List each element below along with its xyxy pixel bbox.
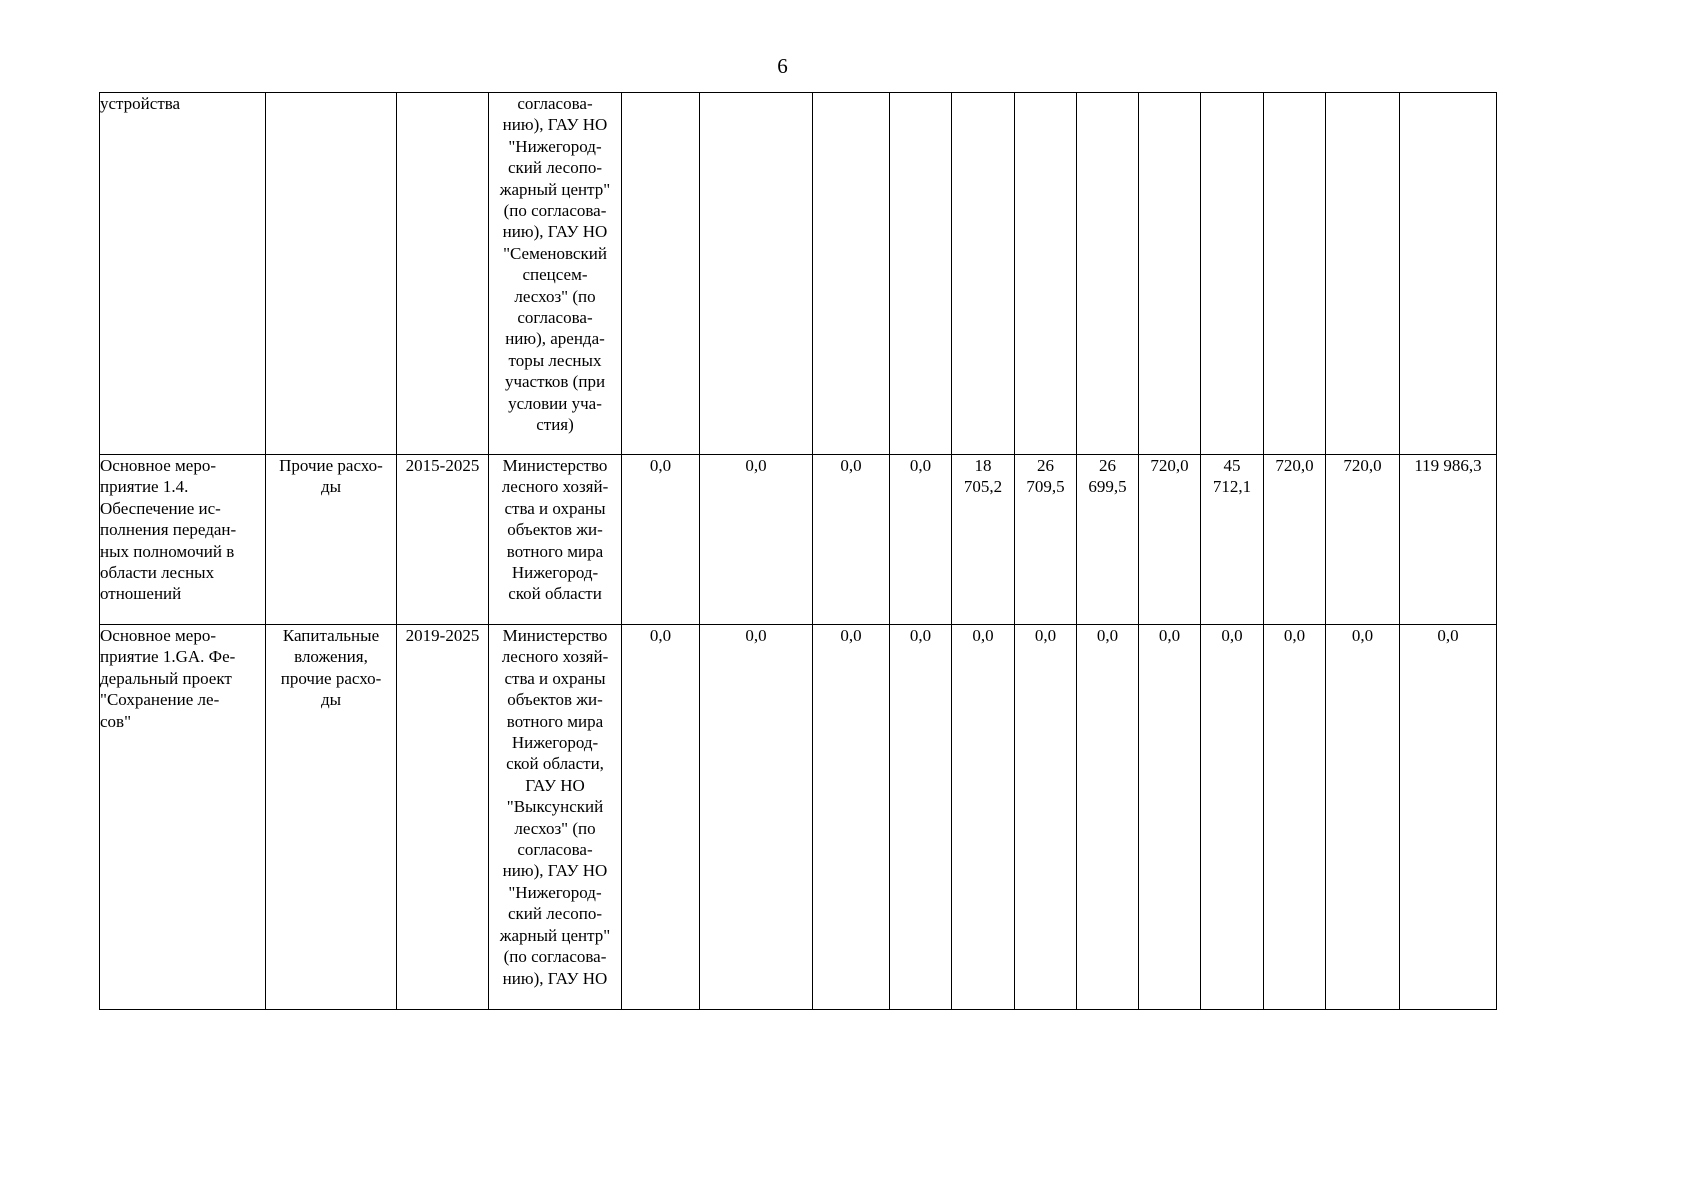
expense-type-cell [266, 455, 397, 625]
value-cell [1015, 93, 1077, 455]
value-cell [700, 625, 813, 1010]
value-text: 0,0 [1158, 626, 1181, 645]
value-cell [813, 455, 890, 625]
value-text: 18 705,2 [963, 456, 1003, 497]
value-text: 0,0 [1437, 626, 1459, 645]
value-text: 0,0 [1221, 626, 1243, 645]
executor-cell [489, 455, 622, 625]
value-cell [1139, 93, 1201, 455]
value-text: 720,0 [1343, 456, 1382, 475]
event-name-text: Основное меро- приятие 1.GA. Фе- деральный проект "Сохранение ле- сов" [100, 626, 236, 731]
event-name-cell [100, 93, 266, 455]
expense-type-text: Капитальные вложения, прочие расхо- ды [280, 626, 382, 710]
expense-type-cell [266, 625, 397, 1010]
period-cell [397, 625, 489, 1010]
value-cell [700, 93, 813, 455]
executor-text: согласова- нию), ГАУ НО "Нижегород- ский лесопо- жарный центр" (по согласова- нию), ГАУ НО "Семеновский спецсем- лесхоз" (по согласова- нию), аренда- торы лесных участков (при условии уча- стия) [499, 94, 611, 435]
value-text: 0,0 [745, 456, 767, 475]
value-text: 0,0 [649, 626, 672, 645]
value-text: 0,0 [840, 626, 862, 645]
event-name-text: устройства [100, 94, 181, 113]
value-cell [1015, 455, 1077, 625]
value-cell [1139, 455, 1201, 625]
value-cell [1326, 455, 1400, 625]
value-text: 0,0 [909, 626, 932, 645]
value-cell [952, 625, 1015, 1010]
value-text: 0,0 [1351, 626, 1374, 645]
table-row [100, 455, 1497, 625]
value-cell [1400, 625, 1497, 1010]
value-cell [1015, 625, 1077, 1010]
executor-text: Министерство лесного хозяй- ства и охраны объектов жи- вотного мира Нижегород- ской области [501, 456, 609, 604]
value-text: 45 712,1 [1212, 456, 1252, 497]
executor-cell [489, 93, 622, 455]
expense-type-text: Прочие расхо- ды [279, 456, 383, 497]
value-cell [700, 455, 813, 625]
event-name-text: Основное меро- приятие 1.4. Обеспечение ис- полнения передан- ных полномочий в области лесных отношений [100, 456, 237, 604]
value-text: 0,0 [649, 456, 672, 475]
value-text: 0,0 [840, 456, 862, 475]
value-cell [952, 93, 1015, 455]
value-text: 0,0 [1034, 626, 1057, 645]
value-cell [1077, 625, 1139, 1010]
value-cell [1264, 455, 1326, 625]
event-name-cell [100, 625, 266, 1010]
value-text: 26 709,5 [1026, 456, 1065, 497]
value-text: 0,0 [1096, 626, 1119, 645]
budget-table [99, 92, 1497, 1010]
value-cell [1264, 625, 1326, 1010]
value-cell [1201, 625, 1264, 1010]
value-cell [1326, 93, 1400, 455]
value-cell [1201, 93, 1264, 455]
period-text: 2019-2025 [405, 626, 480, 645]
value-cell [952, 455, 1015, 625]
value-text: 720,0 [1150, 456, 1189, 475]
value-text: 0,0 [1283, 626, 1306, 645]
value-cell [890, 625, 952, 1010]
value-cell [622, 455, 700, 625]
event-name-cell [100, 455, 266, 625]
executor-cell [489, 625, 622, 1010]
value-cell [622, 93, 700, 455]
value-cell [1326, 625, 1400, 1010]
table-row [100, 93, 1497, 455]
value-cell [1400, 455, 1497, 625]
value-cell [1264, 93, 1326, 455]
period-text: 2015-2025 [405, 456, 480, 475]
value-text: 0,0 [909, 456, 932, 475]
value-text: 0,0 [745, 626, 767, 645]
value-cell [1077, 455, 1139, 625]
executor-text: Министерство лесного хозяй- ства и охраны объектов жи- вотного мира Нижегород- ской области, ГАУ НО "Выксунский лесхоз" (по согласова- нию), ГАУ НО "Нижегород- ский лесопо- жарный центр" (по согласова- нию), ГАУ НО [499, 626, 611, 988]
value-text: 119 986,3 [1414, 456, 1482, 475]
table-row [100, 625, 1497, 1010]
value-cell [890, 455, 952, 625]
value-text: 26 699,5 [1088, 456, 1127, 497]
page-number: 6 [777, 54, 788, 78]
value-cell [1400, 93, 1497, 455]
value-text: 0,0 [972, 626, 994, 645]
period-cell [397, 93, 489, 455]
value-cell [813, 93, 890, 455]
value-cell [622, 625, 700, 1010]
value-text: 720,0 [1275, 456, 1314, 475]
value-cell [890, 93, 952, 455]
value-cell [813, 625, 890, 1010]
value-cell [1201, 455, 1264, 625]
period-cell [397, 455, 489, 625]
expense-type-cell [266, 93, 397, 455]
value-cell [1077, 93, 1139, 455]
value-cell [1139, 625, 1201, 1010]
